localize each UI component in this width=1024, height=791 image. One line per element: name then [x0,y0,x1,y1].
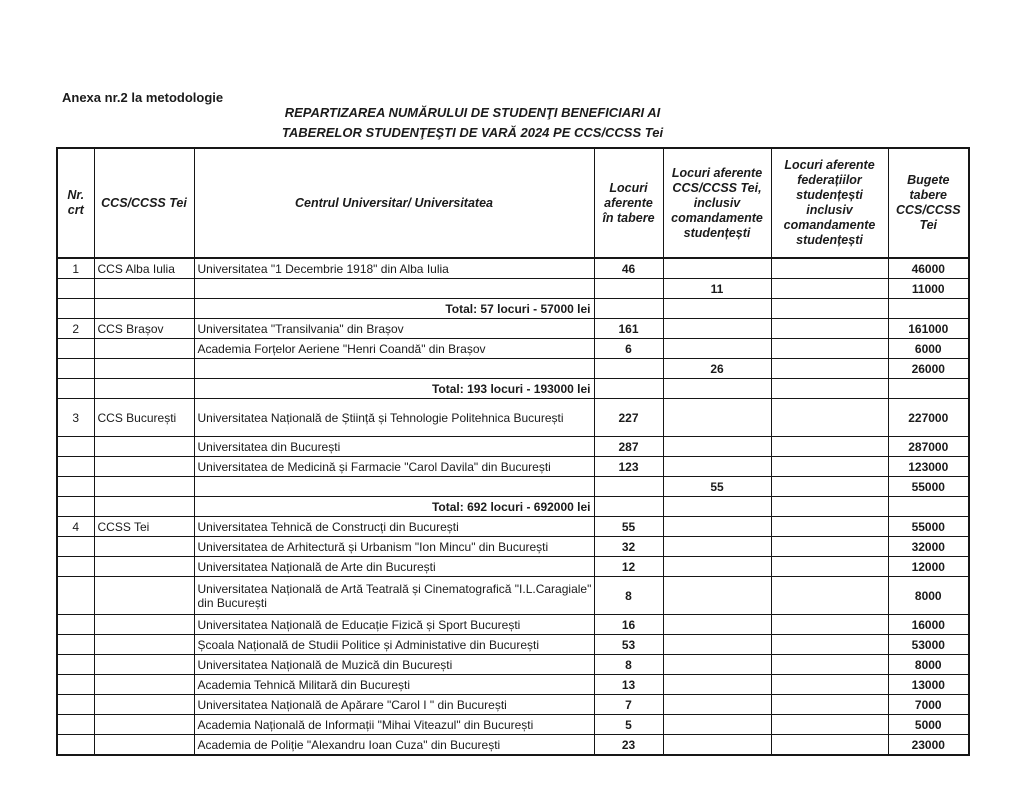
cell-univ: Școala Națională de Studii Politice și Administative din București [194,635,594,655]
cell-ccs [94,497,194,517]
cell-nr [57,695,94,715]
cell-univ: Universitatea Națională de Știință și Tehnologie Politehnica București [194,399,594,437]
cell-fed [771,615,888,635]
cell-ccs_tei [663,715,771,735]
table-row [57,675,969,695]
annex-label: Anexa nr.2 la metodologie [62,90,224,105]
cell-tabere: 5 [594,715,663,735]
cell-univ: Universitatea de Medicină și Farmacie "Carol Davila" din București [194,457,594,477]
table-row [57,715,969,735]
cell-buget: 13000 [888,675,969,695]
cell-ccs_tei [663,437,771,457]
cell-ccs [94,635,194,655]
cell-ccs: CCSS Tei [94,517,194,537]
cell-buget: 227000 [888,399,969,437]
table-row [57,635,969,655]
cell-tabere: 53 [594,635,663,655]
cell-tabere: 12 [594,557,663,577]
cell-tabere [594,279,663,299]
table-row [57,695,969,715]
table-row [57,655,969,675]
cell-univ: Universitatea Națională de Artă Teatrală și Cinematografică "I.L.Caragiale" din București [194,577,594,615]
cell-nr [57,477,94,497]
cell-nr: 1 [57,258,94,279]
cell-nr [57,437,94,457]
cell-buget: 287000 [888,437,969,457]
column-header-ccs_tei: Locuri aferente CCS/CCSS Tei, inclusiv comandamente studențești [663,148,771,258]
cell-tabere: 227 [594,399,663,437]
cell-fed [771,279,888,299]
cell-univ: Academia de Poliție "Alexandru Ioan Cuza" din București [194,735,594,756]
cell-buget: 53000 [888,635,969,655]
cell-ccs_tei [663,497,771,517]
cell-nr [57,615,94,635]
cell-fed [771,557,888,577]
cell-ccs [94,735,194,756]
cell-ccs: CCS București [94,399,194,437]
total-row [57,379,969,399]
table-row [57,279,969,299]
cell-nr: 4 [57,517,94,537]
cell-tabere [594,379,663,399]
cell-fed [771,655,888,675]
cell-univ [194,359,594,379]
cell-fed [771,577,888,615]
cell-univ: Universitatea Națională de Muzică din București [194,655,594,675]
table-row [57,615,969,635]
column-header-fed: Locuri aferente federațiilor studențești inclusiv comandamente studențești [771,148,888,258]
cell-tabere: 7 [594,695,663,715]
cell-tabere [594,299,663,319]
table-row [57,735,969,756]
cell-buget: 8000 [888,577,969,615]
cell-ccs [94,615,194,635]
cell-ccs_tei [663,577,771,615]
cell-univ: Universitatea "Transilvania" din Brașov [194,319,594,339]
cell-nr [57,655,94,675]
table-row [57,339,969,359]
document-title-line2: TABERELOR STUDENŢEŞTI DE VARĂ 2024 PE CCS/CCSS Tei [281,125,664,140]
cell-fed [771,735,888,756]
cell-nr: 2 [57,319,94,339]
column-header-univ: Centrul Universitar/ Universitatea [194,148,594,258]
document-title [0,103,945,143]
table-row [57,577,969,615]
cell-ccs_tei: 26 [663,359,771,379]
cell-ccs [94,339,194,359]
cell-buget: 8000 [888,655,969,675]
cell-buget: 16000 [888,615,969,635]
document-title-line1: REPARTIZAREA NUMĂRULUI DE STUDENŢI BENEFICIARI AI [284,105,661,120]
cell-ccs [94,477,194,497]
cell-ccs_tei [663,655,771,675]
cell-fed [771,319,888,339]
cell-nr [57,577,94,615]
cell-nr: 3 [57,399,94,437]
cell-ccs [94,695,194,715]
cell-ccs [94,537,194,557]
cell-tabere: 8 [594,655,663,675]
cell-ccs_tei [663,615,771,635]
cell-ccs_tei: 11 [663,279,771,299]
cell-univ: Total: 193 locuri - 193000 lei [194,379,594,399]
cell-nr [57,279,94,299]
cell-univ: Universitatea Tehnică de Construcți din București [194,517,594,537]
cell-ccs [94,379,194,399]
cell-buget [888,299,969,319]
cell-fed [771,477,888,497]
cell-univ: Academia Forțelor Aeriene "Henri Coandă" din Brașov [194,339,594,359]
cell-buget: 123000 [888,457,969,477]
column-header-ccs: CCS/CCSS Tei [94,148,194,258]
cell-tabere: 46 [594,258,663,279]
cell-tabere: 8 [594,577,663,615]
cell-ccs_tei [663,675,771,695]
cell-buget [888,497,969,517]
cell-tabere: 123 [594,457,663,477]
cell-ccs [94,715,194,735]
cell-nr [57,675,94,695]
cell-tabere [594,477,663,497]
column-header-nr: Nr. crt [57,148,94,258]
cell-fed [771,258,888,279]
cell-ccs_tei [663,537,771,557]
cell-tabere: 161 [594,319,663,339]
cell-nr [57,299,94,319]
cell-fed [771,675,888,695]
cell-ccs [94,557,194,577]
cell-ccs_tei [663,299,771,319]
cell-tabere: 55 [594,517,663,537]
column-header-tabere: Locuri aferente în tabere [594,148,663,258]
cell-ccs: CCS Alba Iulia [94,258,194,279]
cell-ccs [94,299,194,319]
cell-buget: 23000 [888,735,969,756]
cell-tabere: 23 [594,735,663,756]
table-row [57,557,969,577]
cell-fed [771,695,888,715]
cell-ccs_tei [663,457,771,477]
cell-nr [57,359,94,379]
cell-tabere: 16 [594,615,663,635]
cell-buget: 32000 [888,537,969,557]
cell-univ: Total: 692 locuri - 692000 lei [194,497,594,517]
cell-univ [194,477,594,497]
cell-fed [771,437,888,457]
cell-ccs [94,577,194,615]
cell-nr [57,635,94,655]
cell-buget [888,379,969,399]
cell-fed [771,359,888,379]
cell-ccs_tei [663,399,771,437]
cell-ccs [94,655,194,675]
cell-nr [57,457,94,477]
table-row [57,517,969,537]
cell-ccs_tei [663,695,771,715]
cell-nr [57,715,94,735]
cell-univ: Universitatea din București [194,437,594,457]
cell-ccs [94,359,194,379]
cell-buget: 11000 [888,279,969,299]
cell-univ: Universitatea de Arhitectură și Urbanism "Ion Mincu" din București [194,537,594,557]
cell-buget: 55000 [888,517,969,537]
table-row [57,258,969,279]
cell-buget: 5000 [888,715,969,735]
cell-ccs_tei [663,379,771,399]
cell-fed [771,339,888,359]
cell-nr [57,735,94,756]
cell-tabere [594,497,663,517]
table-row [57,319,969,339]
cell-ccs_tei [663,339,771,359]
cell-ccs_tei [663,319,771,339]
table-row [57,359,969,379]
cell-nr [57,537,94,557]
cell-ccs [94,279,194,299]
cell-buget: 7000 [888,695,969,715]
cell-univ: Academia Națională de Informații "Mihai Viteazul" din București [194,715,594,735]
cell-buget: 6000 [888,339,969,359]
cell-univ: Universitatea "1 Decembrie 1918" din Alba Iulia [194,258,594,279]
cell-tabere: 287 [594,437,663,457]
cell-ccs_tei [663,557,771,577]
cell-nr [57,339,94,359]
cell-ccs [94,457,194,477]
cell-tabere: 6 [594,339,663,359]
table-row [57,457,969,477]
cell-buget: 161000 [888,319,969,339]
cell-ccs_tei [663,735,771,756]
cell-univ: Universitatea Națională de Apărare "Carol I " din București [194,695,594,715]
total-row [57,497,969,517]
cell-fed [771,537,888,557]
cell-fed [771,379,888,399]
header-row [57,148,969,258]
cell-fed [771,497,888,517]
cell-ccs: CCS Brașov [94,319,194,339]
cell-ccs [94,675,194,695]
cell-fed [771,457,888,477]
cell-univ: Academia Tehnică Militară din București [194,675,594,695]
table-row [57,399,969,437]
cell-nr [57,379,94,399]
cell-fed [771,715,888,735]
cell-tabere: 13 [594,675,663,695]
cell-fed [771,299,888,319]
table-row [57,437,969,457]
cell-buget: 55000 [888,477,969,497]
cell-fed [771,517,888,537]
cell-ccs_tei [663,635,771,655]
cell-tabere [594,359,663,379]
cell-univ [194,279,594,299]
cell-ccs_tei [663,258,771,279]
total-row [57,299,969,319]
table-row [57,537,969,557]
table-row [57,477,969,497]
cell-fed [771,399,888,437]
cell-buget: 46000 [888,258,969,279]
cell-buget: 12000 [888,557,969,577]
cell-ccs [94,437,194,457]
cell-tabere: 32 [594,537,663,557]
allocation-table [56,147,970,756]
cell-nr [57,557,94,577]
cell-buget: 26000 [888,359,969,379]
column-header-buget: Bugete tabere CCS/CCSS Tei [888,148,969,258]
table-body [57,258,969,755]
cell-fed [771,635,888,655]
cell-ccs_tei: 55 [663,477,771,497]
cell-univ: Total: 57 locuri - 57000 lei [194,299,594,319]
cell-univ: Universitatea Națională de Arte din București [194,557,594,577]
cell-nr [57,497,94,517]
cell-univ: Universitatea Națională de Educație Fizică și Sport București [194,615,594,635]
cell-ccs_tei [663,517,771,537]
